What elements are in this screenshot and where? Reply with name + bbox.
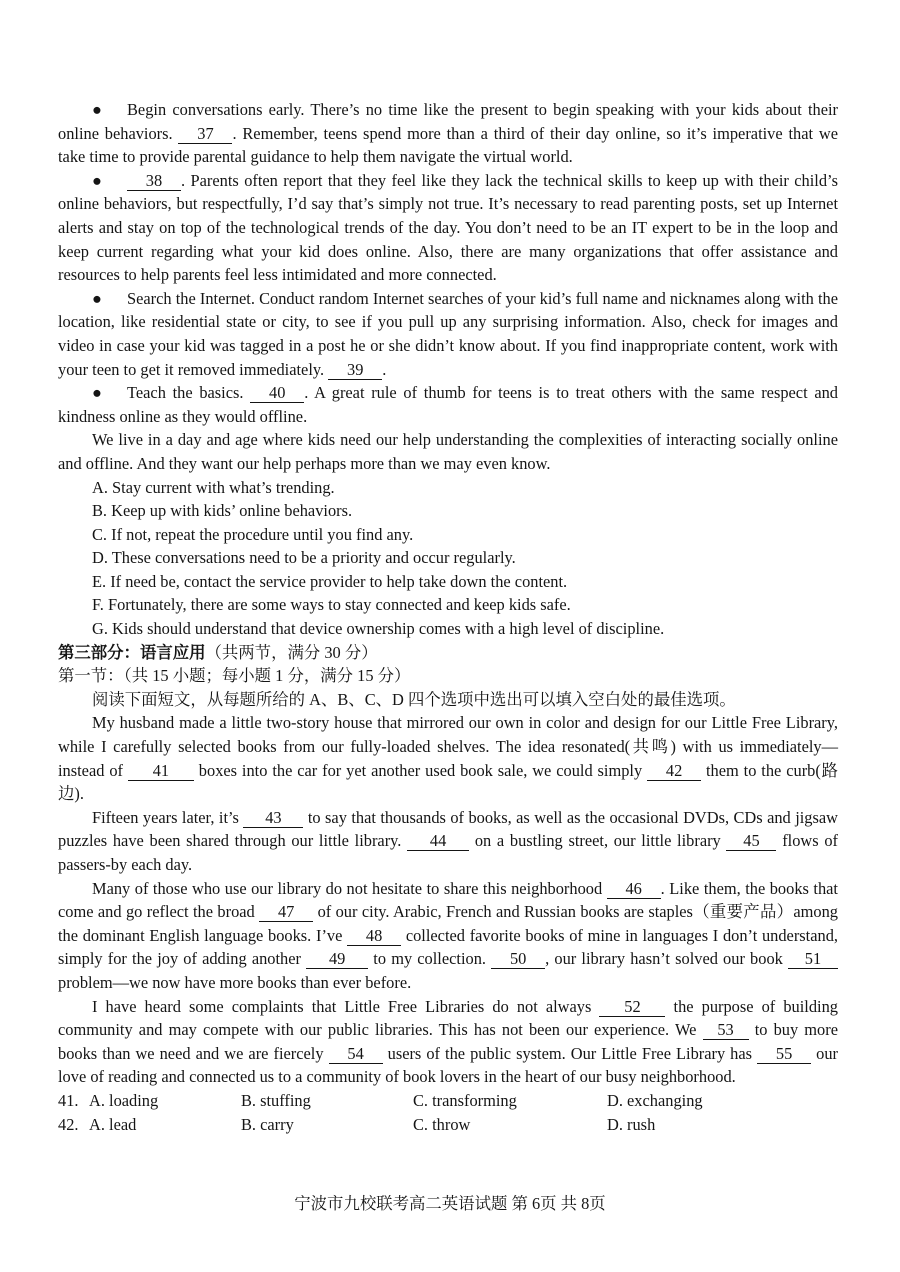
question-number: 42. xyxy=(58,1114,79,1134)
blank-47: 47 xyxy=(259,903,313,922)
choice-b: B. carry xyxy=(241,1114,294,1134)
cloze-paragraph-1: My husband made a little two-story house that mirrored our own in color and design for our Little Free Library, while I carefully selected books from our fully-loaded shelves. The idea resonated(共鸣) with us immediately—instead of 41 boxes into the car for yet another used book sale, we could simply 42 them to the curb(路边). xyxy=(58,713,838,804)
option-a: A. Stay current with what’s trending. xyxy=(92,477,335,497)
choice-a: A. lead xyxy=(89,1114,137,1134)
blank-38: 38 xyxy=(127,172,181,191)
blank-51: 51 xyxy=(788,950,838,969)
option-f: F. Fortunately, there are some ways to stay connected and keep kids safe. xyxy=(92,595,571,615)
blank-52: 52 xyxy=(599,998,665,1017)
blank-48: 48 xyxy=(347,927,401,946)
blank-46: 46 xyxy=(607,880,661,899)
option-c: C. If not, repeat the procedure until you find any. xyxy=(92,524,414,544)
choice-a: A. loading xyxy=(89,1090,159,1110)
blank-53: 53 xyxy=(703,1021,749,1040)
choice-c: C. throw xyxy=(413,1114,471,1134)
bullet-paragraph-37: ● Begin conversations early. There’s no time like the present to begin speaking with your kids about their online behaviors. 37 . Remember, teens spend more than a third of their day online, so it’s imperative that we take time to provide parental guidance to help them navigate the virtual world. xyxy=(58,100,838,167)
blank-40: 40 xyxy=(250,384,304,403)
option-d: D. These conversations need to be a priority and occur regularly. xyxy=(92,548,516,568)
blank-44: 44 xyxy=(407,832,469,851)
bullet-icon: ● xyxy=(92,383,102,403)
option-b: B. Keep up with kids’ online behaviors. xyxy=(92,501,353,521)
blank-54: 54 xyxy=(329,1045,383,1064)
choice-d: D. rush xyxy=(607,1114,656,1134)
bullet-paragraph-39: ● Search the Internet. Conduct random Internet searches of your kid’s full name and nicknames along with the location, like residential state or city, to see if you pull up any surprising information. Also, check for images and video in case your kid was tagged in a post he or she didn’t know about. If you find inappropriate content, work with your teen to get it removed immediately. 39 . xyxy=(58,288,838,379)
part3-title: 第三部分：语言应用（共两节，满分 30 分） xyxy=(58,642,378,662)
choice-row-41 xyxy=(58,1089,838,1113)
bullet-paragraph-40: ● Teach the basics. 40 . A great rule of thumb for teens is to treat others with the same respect and kindness online as they would offline. xyxy=(58,383,838,426)
bullet-icon: ● xyxy=(92,288,102,308)
question-number: 41. xyxy=(58,1090,79,1110)
blank-39: 39 xyxy=(328,361,382,380)
choice-d: D. exchanging xyxy=(607,1090,703,1110)
section1-title: 第一节：（共 15 小题；每小题 1 分，满分 15 分） xyxy=(58,666,411,686)
blank-50: 50 xyxy=(491,950,545,969)
blank-49: 49 xyxy=(306,950,368,969)
option-g: G. Kids should understand that device ownership comes with a high level of discipline. xyxy=(92,619,665,639)
bullet-icon: ● xyxy=(92,170,102,190)
cloze-paragraph-4: I have heard some complaints that Little Free Libraries do not always 52 the purpose of building community and may compete with our public libraries. This has not been our experience. We 53 to buy more books than we need and we are fiercely 54 users of the public system. Our Little Free Library has 55 our love of reading and connected us to a community of book lovers in the heart of our busy neighborhood. xyxy=(58,996,838,1087)
exam-page xyxy=(58,98,838,1136)
cloze-paragraph-2: Fifteen years later, it’s 43 to say that thousands of books, as well as the occasional DVDs, CDs and jigsaw puzzles have been shared through our little library. 44 on a bustling street, our little library 45 flows of passers-by each day. xyxy=(58,807,838,874)
option-e: E. If need be, contact the service provider to help take down the content. xyxy=(92,571,568,591)
closing-paragraph: We live in a day and age where kids need our help understanding the complexities of interacting socially online and offline. And they want our help perhaps more than we may even know. xyxy=(58,430,838,473)
choice-b: B. stuffing xyxy=(241,1090,311,1110)
blank-42: 42 xyxy=(647,762,701,781)
blank-41: 41 xyxy=(128,762,194,781)
page-footer: 宁波市九校联考高二英语试题 第 6页 共 8页 xyxy=(294,1194,606,1213)
choice-c: C. transforming xyxy=(413,1090,517,1110)
blank-45: 45 xyxy=(726,832,776,851)
cloze-paragraph-3: Many of those who use our library do not hesitate to share this neighborhood 46 . Like them, the books that come and go reflect the broad 47 of our city. Arabic, French and Russian books are staples（重要产品）among the dominant English language books. I’ve 48 collected favorite books of mine in languages I don’t understand, simply for the joy of adding another 49 to my collection. 50 , our library hasn’t solved our book 51 problem—we now have more books than ever before. xyxy=(58,878,838,992)
part3-title-note: （共两节，满分 30 分） xyxy=(205,642,378,662)
bullet-icon: ● xyxy=(92,100,102,119)
blank-55: 55 xyxy=(757,1045,811,1064)
blank-43: 43 xyxy=(243,809,303,828)
instruction: 阅读下面短文，从每题所给的 A、B、C、D 四个选项中选出可以填入空白处的最佳选项。 xyxy=(92,689,736,709)
choice-row-42 xyxy=(58,1113,838,1137)
blank-37: 37 xyxy=(178,125,232,144)
bullet-paragraph-38: ● 38 . Parents often report that they feel like they lack the technical skills to keep up with their child’s online behaviors, but respectfully, I’d say that’s simply not true. It’s necessary to read parenting posts, set up Internet alerts and stay on top of the technological trends of the day. You don’t need to be an IT expert to be in the loop and keep current regarding what your kid does online. Also, there are many organizations that offer assistance and resources to help parents feel less intimidated and more connected. xyxy=(58,170,838,285)
